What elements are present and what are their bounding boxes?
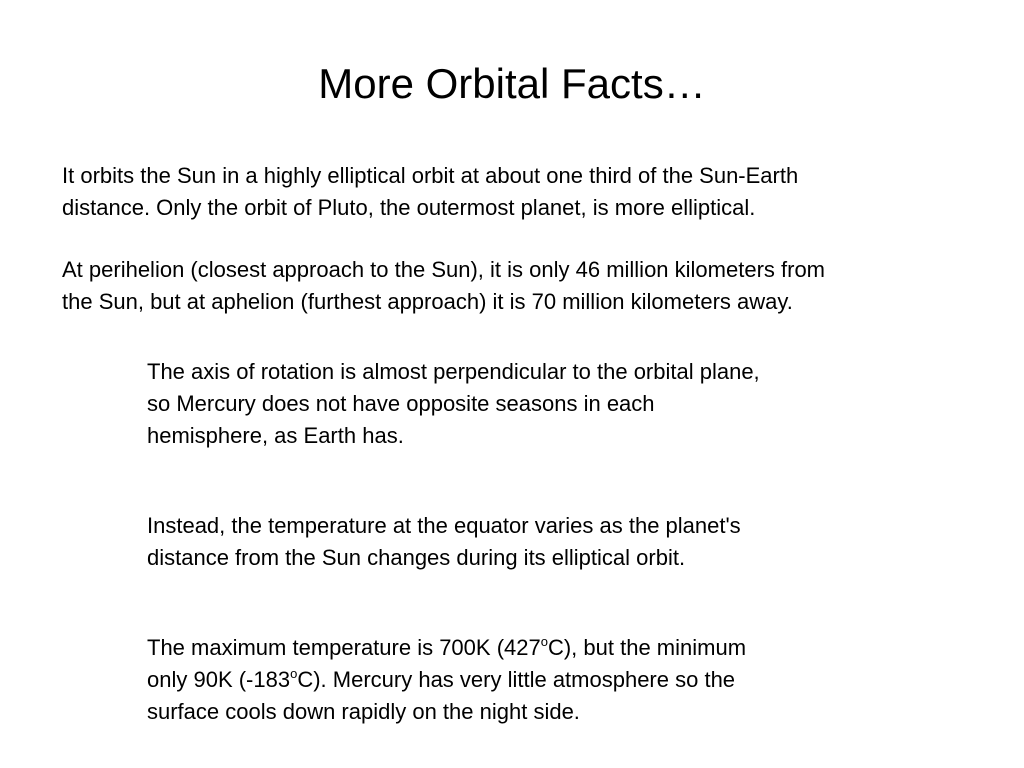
text-line: It orbits the Sun in a highly elliptical orbit at about one third of the Sun-Earth [62,163,799,188]
paragraph-axis-rotation [147,356,877,452]
slide-title: More Orbital Facts… [318,60,706,107]
text-line: distance. Only the orbit of Pluto, the outermost planet, is more elliptical. [62,195,756,220]
text-segment: C), but the minimum [547,635,747,660]
text-line: hemisphere, as Earth has. [147,423,404,448]
text-line: the Sun, but at aphelion (furthest approach) it is 70 million kilometers away. [62,289,793,314]
paragraph-perihelion-aphelion [62,254,992,318]
text-line: distance from the Sun changes during its elliptical orbit. [147,545,686,570]
degree-superscript: o [290,666,298,681]
text-line: surface cools down rapidly on the night side. [147,699,580,724]
text-segment: C). Mercury has very little atmosphere so the [297,667,736,692]
text-line [147,664,877,696]
paragraph-orbit-shape [62,160,962,224]
text-line: At perihelion (closest approach to the Sun), it is only 46 million kilometers from [62,257,826,282]
text-line: so Mercury does not have opposite seasons in each [147,391,655,416]
text-line: Instead, the temperature at the equator varies as the planet's [147,513,741,538]
degree-superscript: o [540,634,548,649]
text-segment: only 90K (-183 [147,667,291,692]
text-segment: The maximum temperature is 700K (427 [147,635,541,660]
text-line: The axis of rotation is almost perpendicular to the orbital plane, [147,359,760,384]
text-line [147,632,877,664]
paragraph-temperature-range [147,632,877,728]
paragraph-equator-temperature [147,510,877,574]
